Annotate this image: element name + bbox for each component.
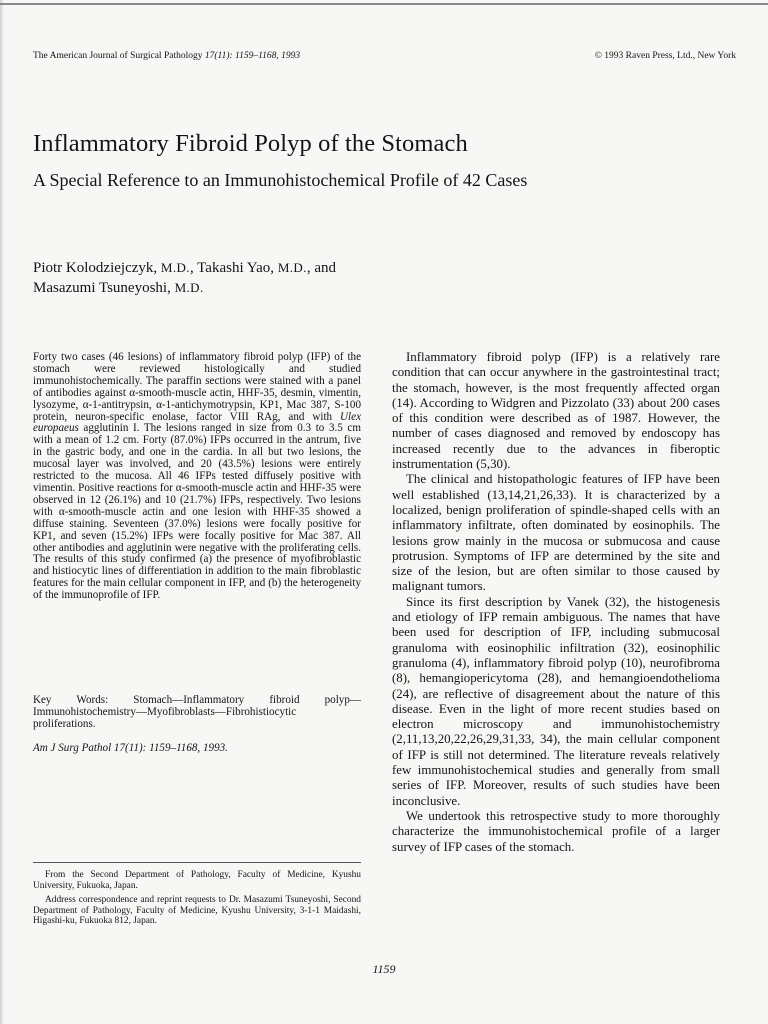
- abstract-text: Forty two cases (46 lesions) of inflammatory fibroid polyp (IFP) of the stomach were reviewed histologically and studied immunohistochemically. The paraffin sections were stained with a panel of antibodies against α-smooth-muscle actin, HHF-35, desmin, vimentin, lysozyme, α-1-antitrypsin, α-1-antichymotrypsin, KP1, Mac 387, S-100 protein, neuron-specific enolase, factor VIII RAg, and with: [33, 351, 361, 423]
- footnote-correspondence: Address correspondence and reprint requests to Dr. Masazumi Tsuneyoshi, Second Department of Pathology, Faculty of Medicine, Kyushu University, 3-1-1 Maidashi, Higashi-ku, Fukuoka 812, Japan.: [33, 895, 361, 927]
- journal-name: The American Journal of Surgical Pathology: [33, 51, 203, 61]
- body-paragraph: Inflammatory fibroid polyp (IFP) is a relatively rare condition that can occur anywhere in the gastrointestinal tract; the stomach, however, is the most frequently affected organ (14). According to Widgren and Pizzolato (33) about 200 cases of this condition were described as of 1987. However, the number of cases diagnosed and removed by endoscopy has increased recently due to the advances in fiberoptic instrumentation (5,30).: [392, 350, 720, 472]
- author-degree: M.D.: [174, 280, 204, 295]
- journal-pages: 1159–1168, 1993: [235, 51, 301, 61]
- author-list: [33, 258, 553, 298]
- body-paragraph: Since its first description by Vanek (32), the histogenesis and etiology of IFP remain ambiguous. The names that have been used for description of IFP, including submucosal granuloma with eosinophilic infiltration (32), eosinophilic granuloma (4), inflammatory fibroid polyp (10), neurofibroma (8), hemangiopericytoma (28), and hemangioendothelioma (24), are reflective of disagreement about the nature of this disease. Even in the light of more recent studies based on electron microscopy and immunohistochemistry (2,11,13,20,22,26,29,31,33, 34), the main cellular component of IFP is still not determined. The literature reveals relatively few immunohistochemical studies and generally from small series of IFP. Moreover, results of such studies have been inconclusive.: [392, 594, 720, 808]
- body-paragraph: The clinical and histopathologic features of IFP have been well established (13,14,21,26,33). It is characterized by a localized, benign proliferation of spindle-shaped cells with an inflammatory infiltrate, often dominated by eosinophils. The lesions grow mainly in the mucosa or submucosa and cause protrusion. Symptoms of IFP are determined by the site and size of the lesion, but are often similar to those caused by malignant tumors.: [392, 472, 720, 594]
- author-degree: M.D.: [160, 260, 190, 275]
- journal-reference: [33, 51, 300, 61]
- abstract-italic-term: Ulex europaeus: [33, 410, 361, 435]
- copyright-notice: © 1993 Raven Press, Ltd., New York: [594, 51, 736, 61]
- top-rule: [0, 3, 768, 5]
- keywords-label: Key Words:: [33, 694, 109, 706]
- scan-edge: [0, 0, 4, 1024]
- journal-volume: 17(11):: [204, 51, 233, 61]
- citation: Am J Surg Pathol 17(11): 1159–1168, 1993.: [33, 742, 228, 754]
- body-paragraph: We undertook this retrospective study to more thoroughly characterize the immunohistochemical profile of a larger survey of IFP cases of the stomach.: [392, 808, 720, 854]
- author-name: Piotr Kolodziejczyk,: [33, 260, 158, 276]
- abstract-text: agglutinin I. The lesions ranged in size from 0.3 to 3.5 cm with a mean of 1.2 cm. Forty (87.0%) IFPs occurred in the antrum, five in the gastric body, and one in the cardia. In all but two lesions, the mucosal layer was involved, and 20 (43.5%) lesions were entirely restricted to the mucosa. All 46 IFPs tested diffusely positive with vimentin. Positive reactions for α-smooth-muscle actin and HHF-35 were observed in 12 (26.1%) and 10 (21.7%) IFPs, respectively. Two lesions with α-smooth-muscle actin and one lesion with HHF-35 showed a diffuse staining. Seventeen (37.0%) lesions were focally positive for KP1, and seven (15.2%) IFPs were focally positive for Mac 387. All other antibodies and agglutinin were negative with the proliferating cells. The results of this study confirmed (a) the presence of myofibroblastic and histiocytic lines of differentiation in addition to the main fibroblastic features for the main cellular component in IFP, and (b) the heterogeneity of the immunoprofile of IFP.: [33, 422, 361, 602]
- article-subtitle: A Special Reference to an Immunohistochemical Profile of 42 Cases: [33, 170, 528, 190]
- author-name: , Takashi Yao,: [189, 260, 275, 276]
- abstract: [33, 352, 361, 602]
- running-head: [33, 51, 736, 61]
- author-name: Masazumi Tsuneyoshi,: [33, 280, 171, 296]
- author-degree: M.D.: [277, 260, 307, 275]
- body-text-column: [392, 350, 720, 855]
- keywords-list: Stomach—Inflammatory fibroid polyp—Immunohistochemistry—Myofibroblasts—Fibrohistiocytic proliferations.: [33, 694, 361, 730]
- author-separator: , and: [306, 260, 337, 276]
- keywords: [33, 695, 361, 731]
- article-title: Inflammatory Fibroid Polyp of the Stomach: [33, 130, 468, 157]
- footnote-rule: [33, 862, 361, 863]
- footnote-affiliation: From the Second Department of Pathology, Faculty of Medicine, Kyushu University, Fukuoka, Japan.: [33, 870, 361, 891]
- page-number: 1159: [372, 962, 396, 976]
